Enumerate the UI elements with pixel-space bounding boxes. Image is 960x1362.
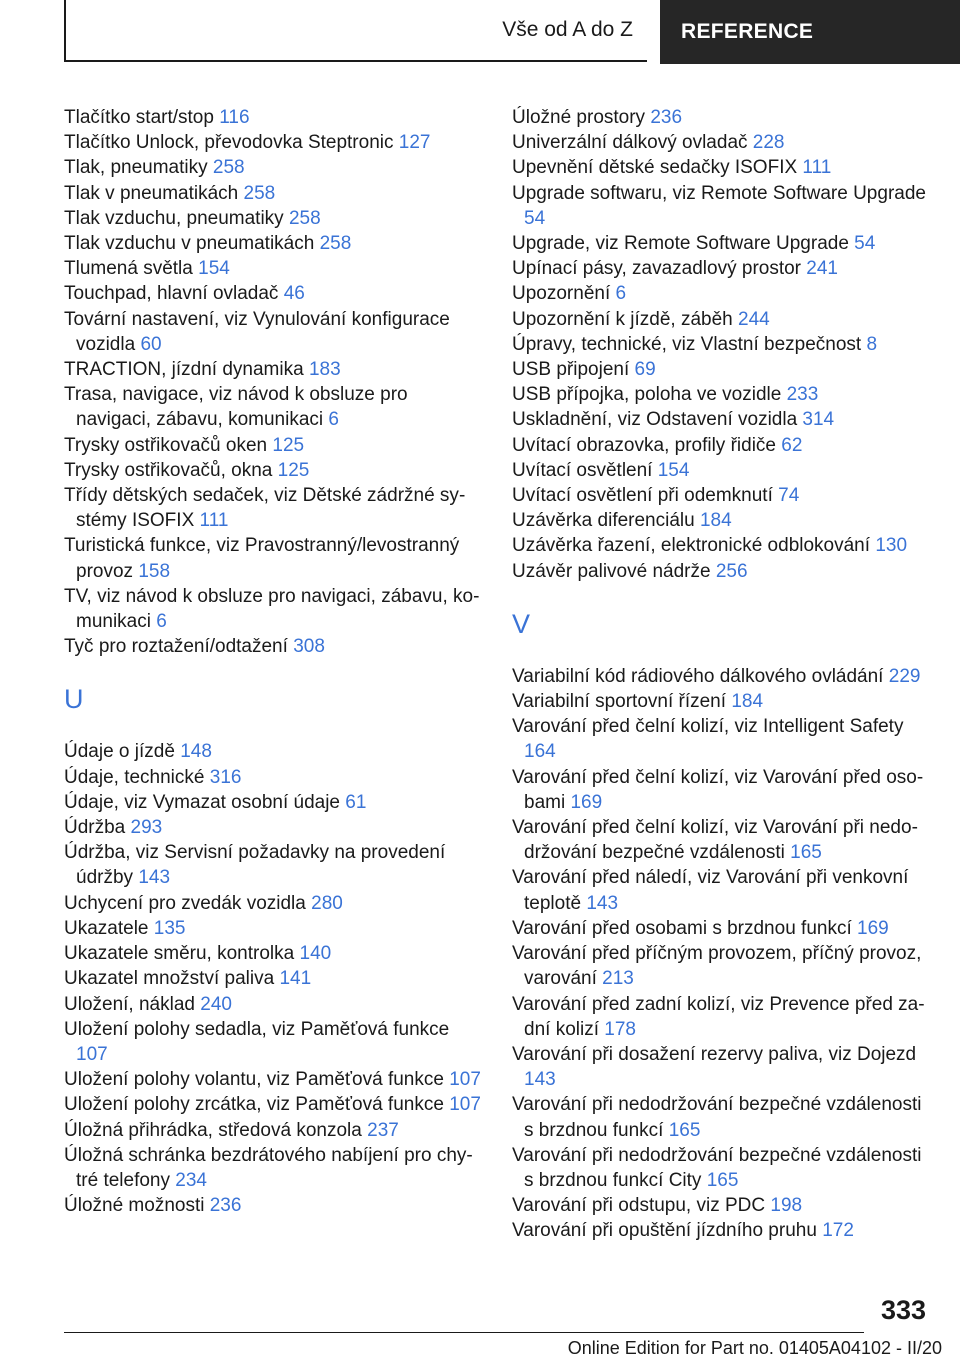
index-entry — [512, 231, 932, 256]
index-entry-text: TV, viz návod k obsluze pro navigaci, zábavu, komunikaci — [64, 585, 480, 633]
index-entry — [512, 382, 932, 407]
index-entry — [512, 941, 932, 991]
index-page-link[interactable]: 237 — [367, 1119, 399, 1141]
index-entry — [512, 559, 932, 584]
index-entry-text: Tlačítko Unlock, převodovka Steptronic — [64, 132, 394, 154]
index-entry-text: Údržba — [64, 817, 126, 839]
index-page-link[interactable]: 127 — [398, 132, 431, 154]
index-entry — [64, 815, 484, 840]
index-entry-text: Varování při dosažení rezervy paliva, viz Dojezd — [512, 1043, 917, 1065]
index-entry-text: USB připojení — [512, 359, 630, 381]
index-entry — [512, 181, 932, 231]
index-page-link[interactable]: 244 — [738, 308, 770, 330]
index-page-link[interactable]: 229 — [888, 665, 921, 687]
page-number: 333 — [880, 1295, 926, 1325]
index-page-link[interactable]: 61 — [345, 791, 367, 813]
index-page-link[interactable]: 258 — [319, 233, 352, 255]
index-entry — [64, 433, 484, 458]
index-page-link[interactable]: 154 — [657, 459, 690, 481]
index-entry — [64, 281, 484, 306]
index-page-link[interactable]: 143 — [138, 867, 171, 889]
index-entry-text: Varování při nedodržování bezpečné vzdálenosti s brzdnou funkcí City — [512, 1144, 922, 1191]
index-entry — [64, 992, 484, 1017]
index-page-link[interactable]: 6 — [156, 611, 167, 633]
index-page-link[interactable]: 234 — [175, 1169, 207, 1191]
index-column-left — [64, 105, 484, 1218]
index-entry — [512, 155, 932, 180]
index-entry-text: Údržba, viz Servisní požadavky na provedení údržby — [64, 842, 446, 889]
index-entry-text: Touchpad, hlavní ovladač — [64, 283, 279, 305]
index-entry — [512, 765, 932, 815]
index-page-link[interactable]: 308 — [293, 636, 325, 658]
index-page-link[interactable]: 125 — [272, 434, 305, 456]
index-entry — [64, 130, 484, 155]
index-entry-text: Uchycení pro zvedák vozidla — [64, 892, 306, 914]
index-entry — [64, 181, 484, 206]
index-page-link[interactable]: 183 — [308, 359, 341, 381]
index-entry — [64, 1193, 484, 1218]
index-page-link[interactable]: 165 — [790, 842, 822, 864]
index-entry — [64, 256, 484, 281]
index-entry — [512, 1092, 932, 1142]
index-entry-text: Údaje, viz Vymazat osobní údaje — [64, 791, 341, 813]
index-page-link[interactable]: 198 — [770, 1195, 803, 1217]
index-page-link[interactable]: 130 — [875, 535, 908, 557]
index-entry-text: Upevnění dětské sedačky ISOFIX — [512, 157, 798, 179]
index-page-link[interactable]: 6 — [328, 409, 339, 431]
index-entry-text: Turistická funkce, viz Pravostranný/levostranný provoz — [64, 535, 460, 582]
index-entry-text: Tlak v pneumatikách — [64, 182, 239, 204]
index-entry — [64, 584, 484, 634]
index-entry-text: Uzávěr palivové nádrže — [512, 560, 711, 582]
index-page-link[interactable]: 184 — [731, 691, 764, 713]
index-entry — [512, 533, 932, 558]
index-page-link[interactable]: 240 — [200, 993, 232, 1015]
index-entry-text: Varování před zadní kolizí, viz Prevence před zadní kolizí — [512, 993, 925, 1040]
index-entry-text: Tlumená světla — [64, 258, 193, 280]
index-page-link[interactable]: 140 — [299, 943, 332, 965]
index-entry — [512, 281, 932, 306]
index-entry-text: Úložná přihrádka, středová konzola — [64, 1119, 362, 1141]
index-entry-text: Variabilní sportovní řízení — [512, 691, 727, 713]
index-page-link[interactable]: 314 — [802, 409, 835, 431]
index-entry — [512, 992, 932, 1042]
index-page-link[interactable]: 135 — [153, 917, 186, 939]
index-page-link[interactable]: 143 — [524, 1069, 556, 1091]
index-entry-text: Varování před čelní kolizí, viz Varování při nedodržování bezpečné vzdálenosti — [512, 817, 918, 864]
index-entry — [64, 1067, 484, 1092]
index-entry — [64, 739, 484, 764]
index-page-link[interactable]: 54 — [854, 233, 876, 255]
index-page-link[interactable]: 293 — [130, 817, 163, 839]
index-page-link[interactable]: 107 — [449, 1094, 481, 1116]
index-page-link[interactable]: 236 — [650, 107, 683, 128]
index-entry — [64, 891, 484, 916]
index-entry-text: Tlak, pneumatiky — [64, 157, 208, 179]
index-entry — [512, 916, 932, 941]
index-page-link[interactable]: 172 — [822, 1220, 854, 1242]
index-entry-text: Úložné prostory — [512, 107, 646, 128]
index-entry-text: Úložné možnosti — [64, 1195, 205, 1217]
index-page-link[interactable]: 280 — [311, 892, 343, 914]
index-entry — [512, 458, 932, 483]
index-page-link[interactable]: 164 — [524, 741, 556, 763]
index-entry-text: Uzávěrka diferenciálu — [512, 510, 695, 532]
index-entry — [64, 1118, 484, 1143]
index-page-link[interactable]: 74 — [778, 485, 800, 507]
index-page-link[interactable]: 241 — [806, 258, 838, 280]
index-entry-text: Ukazatele směru, kontrolka — [64, 943, 295, 965]
index-entry — [512, 508, 932, 533]
index-entry-text: Úložná schránka bezdrátového nabíjení pro chytré telefony — [64, 1144, 473, 1191]
index-page-link[interactable]: 256 — [715, 560, 748, 582]
index-page-link[interactable]: 69 — [634, 359, 656, 381]
index-page-link[interactable]: 143 — [586, 892, 619, 914]
index-page-link[interactable]: 148 — [180, 741, 212, 763]
index-entry-text: Třídy dětských sedaček, viz Dětské zádržné systémy ISOFIX — [64, 485, 466, 532]
index-entry — [512, 815, 932, 865]
index-page-link[interactable]: 165 — [668, 1119, 701, 1141]
index-entry-text: Upozornění k jízdě, záběh — [512, 308, 733, 330]
index-entry-text: Úpravy, technické, viz Vlastní bezpečnost — [512, 333, 862, 355]
index-page-link[interactable]: 107 — [449, 1069, 481, 1091]
index-page-link[interactable]: 111 — [802, 157, 832, 179]
index-page-link[interactable]: 154 — [198, 258, 230, 280]
index-entry-text: Varování při odstupu, viz PDC — [512, 1195, 766, 1217]
index-entry-text: Tlačítko start/stop — [64, 107, 214, 128]
index-entry-text: Varování před čelní kolizí, viz Intelligent Safety — [512, 716, 904, 738]
index-entry — [512, 1042, 932, 1092]
index-entry — [64, 533, 484, 583]
index-entry — [512, 1218, 932, 1243]
index-page-link[interactable]: 228 — [752, 132, 785, 154]
index-entry — [64, 357, 484, 382]
index-page-link[interactable]: 6 — [615, 283, 627, 305]
index-page-link[interactable]: 213 — [602, 968, 634, 990]
index-entry — [512, 1193, 932, 1218]
index-column-right — [512, 105, 932, 1244]
index-entry-text: Trysky ostřikovačů oken — [64, 434, 268, 456]
index-entry-text: Tovární nastavení, viz Vynulování konfigurace vozidla — [64, 308, 450, 355]
index-entry-text: Uskladnění, viz Odstavení vozidla — [512, 409, 798, 431]
index-entry-text: Uložení, náklad — [64, 993, 195, 1015]
index-page-link[interactable]: 316 — [209, 766, 242, 788]
index-page-link[interactable]: 165 — [706, 1169, 739, 1191]
index-entry-text: Tlak vzduchu v pneumatikách — [64, 233, 315, 255]
index-page-link[interactable]: 236 — [209, 1195, 242, 1217]
index-entry-text: Údaje o jízdě — [64, 741, 175, 763]
index-entry — [512, 483, 932, 508]
index-entry — [64, 790, 484, 815]
index-entry-text: Varování při nedodržování bezpečné vzdálenosti s brzdnou funkcí — [512, 1094, 922, 1141]
index-entry-text: Uložení polohy zrcátka, viz Paměťová funkce — [64, 1094, 444, 1116]
index-entry — [64, 634, 484, 659]
footer-edition-text: Online Edition for Part no. 01405A04102 - II/20 — [567, 1338, 942, 1358]
page-header — [64, 0, 960, 64]
header-section-title: Vše od A do Z — [64, 0, 647, 62]
index-entry-text: Upozornění — [512, 283, 611, 305]
index-page-link[interactable]: 111 — [199, 510, 229, 532]
index-page-link[interactable]: 233 — [786, 384, 819, 406]
index-entry — [64, 916, 484, 941]
index-entry-text: Uvítací osvětlení — [512, 459, 653, 481]
index-page-link[interactable]: 178 — [604, 1018, 636, 1040]
index-entry-text: Upgrade, viz Remote Software Upgrade — [512, 233, 849, 255]
index-entry-text: Uzávěrka řazení, elektronické odblokování — [512, 535, 871, 557]
index-entry-text: Upínací pásy, zavazadlový prostor — [512, 258, 802, 280]
index-page-link[interactable]: 184 — [699, 510, 732, 532]
index-entry — [512, 714, 932, 764]
index-page-link[interactable]: 54 — [524, 207, 546, 229]
index-entry — [64, 941, 484, 966]
index-entry-text: Trysky ostřikovačů, okna — [64, 459, 273, 481]
index-entry — [512, 307, 932, 332]
index-page-link[interactable]: 8 — [866, 333, 878, 355]
index-entry-text: Varování při opuštění jízdního pruhu — [512, 1220, 817, 1242]
index-entry-text: Uložení polohy volantu, viz Paměťová funkce — [64, 1069, 444, 1091]
index-page-link[interactable]: 125 — [277, 459, 310, 481]
footer-divider — [64, 1332, 864, 1333]
index-page-link[interactable]: 60 — [140, 333, 162, 355]
index-entry — [64, 483, 484, 533]
index-entry-text: Tlak vzduchu, pneumatiky — [64, 207, 284, 229]
index-entry-text: Varování před náledí, viz Varování při venkovní teplotě — [512, 867, 909, 914]
index-entry — [64, 307, 484, 357]
index-page-link[interactable]: 169 — [857, 917, 889, 939]
index-page-link[interactable]: 141 — [279, 968, 312, 990]
index-entry — [512, 407, 932, 432]
index-entry-text: Variabilní kód rádiového dálkového ovládání — [512, 665, 884, 687]
index-entry — [64, 231, 484, 256]
index-entry — [64, 765, 484, 790]
index-entry — [512, 105, 932, 130]
index-entry-text: Upgrade softwaru, viz Remote Software Upgrade — [512, 182, 926, 204]
index-entry-text: Varování před osobami s brzdnou funkcí — [512, 917, 852, 939]
index-entry — [64, 458, 484, 483]
index-entry — [64, 1017, 484, 1067]
index-page-link[interactable]: 258 — [212, 157, 245, 179]
index-entry-text: Tyč pro roztažení/odtažení — [64, 636, 288, 658]
header-reference-tab[interactable]: REFERENCE — [660, 0, 960, 64]
index-section-letter: U — [64, 684, 84, 715]
index-entry-text: Ukazatele — [64, 917, 149, 939]
index-entry-text: Univerzální dálkový ovladač — [512, 132, 748, 154]
index-page-link[interactable]: 169 — [570, 791, 603, 813]
index-page-link[interactable]: 46 — [283, 283, 305, 305]
index-entry-text: Trasa, navigace, viz návod k obsluze pro navigaci, zábavu, komunikaci — [64, 384, 408, 431]
index-entry-text: USB přípojka, poloha ve vozidle — [512, 384, 782, 406]
index-entry — [512, 664, 932, 689]
index-entry — [64, 1143, 484, 1193]
index-entry-text: Uvítací obrazovka, profily řidiče — [512, 434, 776, 456]
index-entry — [512, 357, 932, 382]
index-entry-text: TRACTION, jízdní dynamika — [64, 359, 304, 381]
index-page-link[interactable]: 258 — [288, 207, 321, 229]
index-entry — [512, 865, 932, 915]
index-entry — [512, 433, 932, 458]
index-entry — [64, 155, 484, 180]
index-entry-text: Uložení polohy sedadla, viz Paměťová funkce — [64, 1018, 450, 1040]
index-entry-text: Údaje, technické — [64, 766, 205, 788]
index-entry — [64, 840, 484, 890]
index-entry — [64, 382, 484, 432]
index-entry — [64, 105, 484, 130]
index-entry — [512, 256, 932, 281]
index-page-link[interactable]: 107 — [76, 1043, 108, 1065]
index-entry — [64, 966, 484, 991]
index-entry — [512, 689, 932, 714]
index-entry-text: Uvítací osvětlení při odemknutí — [512, 485, 773, 507]
index-entry-text: Varování před příčným provozem, příčný provoz, varování — [512, 943, 922, 990]
index-page-link[interactable]: 62 — [781, 434, 803, 456]
index-entry — [64, 1092, 484, 1117]
index-page-link[interactable]: 158 — [138, 560, 171, 582]
index-entry-text: Varování před čelní kolizí, viz Varování před osobami — [512, 766, 924, 813]
index-entry — [64, 206, 484, 231]
index-entry — [512, 1143, 932, 1193]
index-section-letter: V — [512, 608, 531, 639]
index-entry — [512, 332, 932, 357]
index-entry-text: Ukazatel množství paliva — [64, 968, 275, 990]
index-entry — [512, 130, 932, 155]
index-page-link[interactable]: 116 — [219, 107, 250, 128]
index-page-link[interactable]: 258 — [243, 182, 276, 204]
